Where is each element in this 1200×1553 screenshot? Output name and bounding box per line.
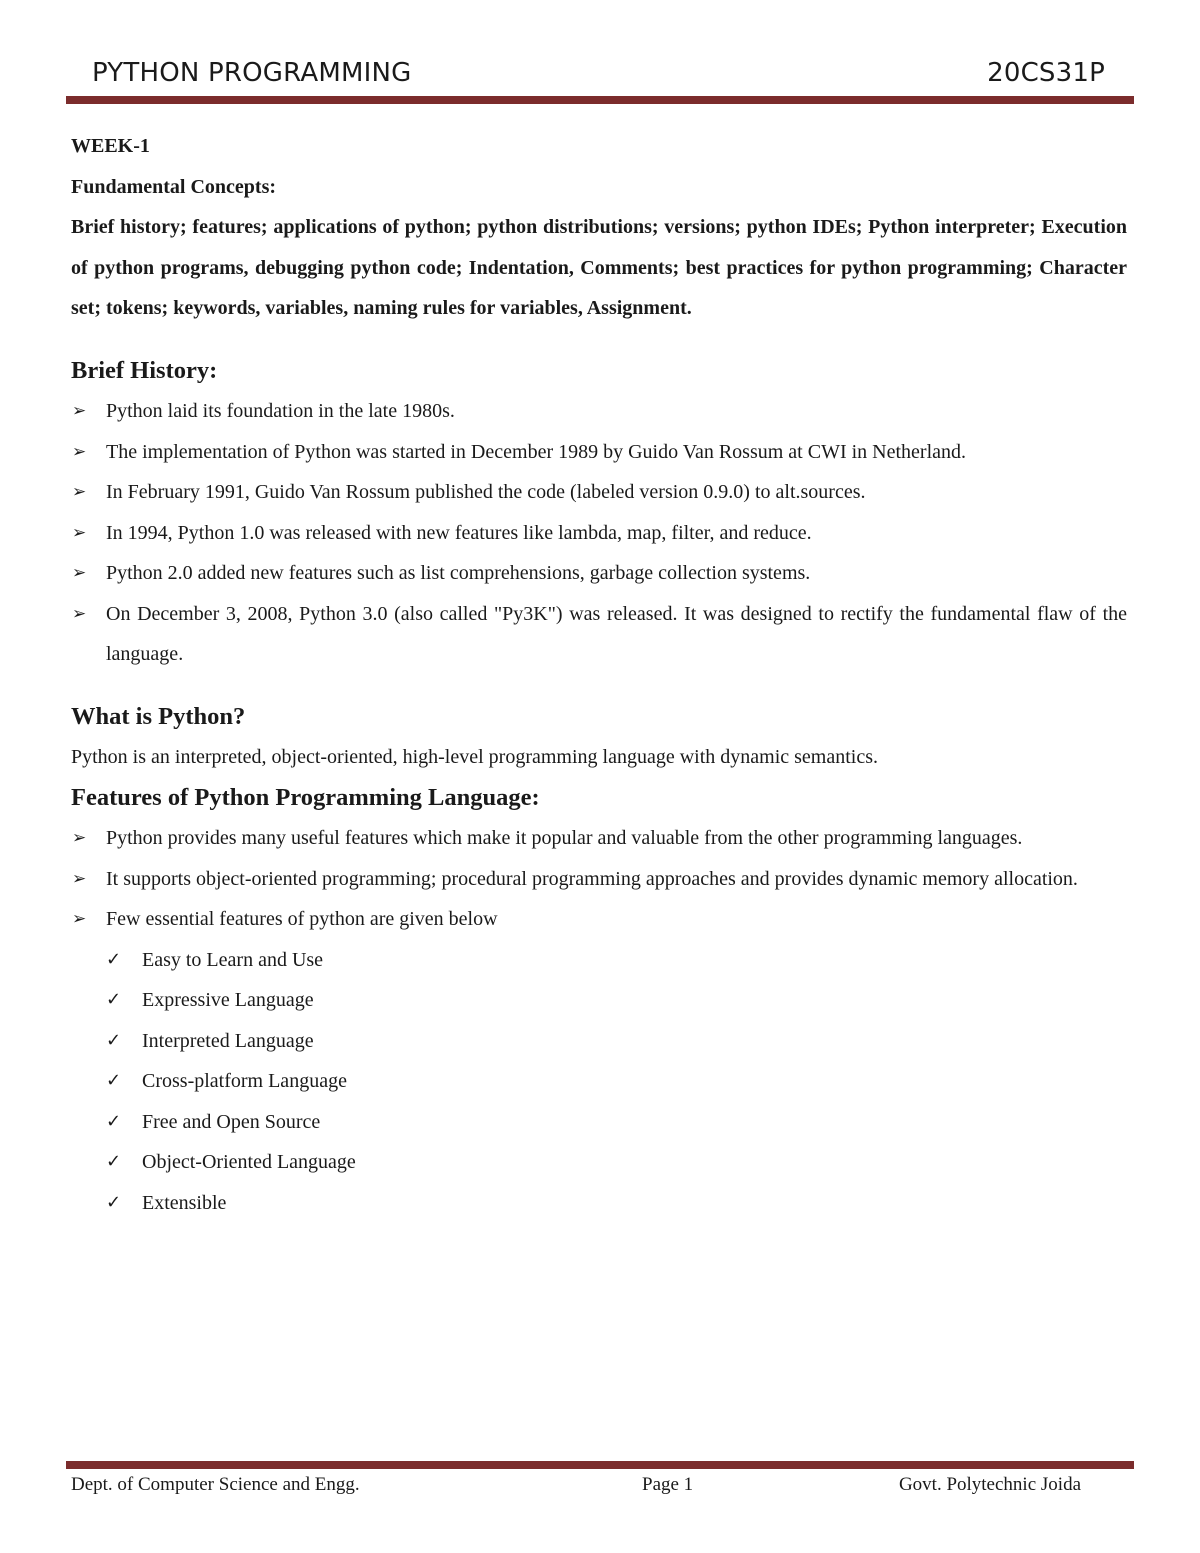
checklist-item xyxy=(106,980,1127,1021)
list-item-text: Python 2.0 added new features such as list comprehensions, garbage collection systems. xyxy=(106,562,811,584)
checklist-item xyxy=(106,1102,1127,1143)
checkmark-icon: ✓ xyxy=(106,1070,122,1091)
list-item xyxy=(71,859,1127,900)
list-item-text: Python provides many useful features which make it popular and valuable from the other programming languages. xyxy=(106,827,1023,849)
checklist-item-text: Extensible xyxy=(142,1191,227,1214)
checklist-item-text: Cross-platform Language xyxy=(142,1070,347,1092)
checkmark-icon: ✓ xyxy=(106,989,122,1010)
list-item-text: In 1994, Python 1.0 was released with new features like lambda, map, filter, and reduce. xyxy=(106,521,812,544)
checklist-item-text: Object-Oriented Language xyxy=(142,1151,356,1173)
footer-rule xyxy=(66,1461,1134,1469)
checkmark-icon: ✓ xyxy=(106,1110,122,1132)
header-course-code: 20CS31P xyxy=(987,58,1105,88)
checklist-item xyxy=(106,1021,1127,1062)
arrow-bullet-icon: ➢ xyxy=(72,482,87,502)
checkmark-icon: ✓ xyxy=(106,1029,122,1051)
list-item xyxy=(71,513,1127,554)
concepts-label: Fundamental Concepts: xyxy=(71,175,277,198)
spacer xyxy=(71,329,1127,351)
list-item xyxy=(71,818,1127,859)
checklist-item xyxy=(106,940,1127,981)
arrow-bullet-icon: ➢ xyxy=(72,401,87,421)
list-item xyxy=(71,594,1127,675)
list-item xyxy=(71,553,1127,594)
what-is-python-text: Python is an interpreted, object-oriented, high-level programming language with dynamic semantics. xyxy=(71,746,879,768)
features-checklist xyxy=(71,940,1127,1224)
list-item xyxy=(71,899,1127,940)
checklist-item-text: Free and Open Source xyxy=(142,1110,321,1133)
list-item-text: It supports object-oriented programming; procedural programming approaches and provides dynamic memory allocation. xyxy=(106,867,1078,890)
list-item xyxy=(71,432,1127,473)
week-label: WEEK-1 xyxy=(71,135,150,157)
page-content xyxy=(71,126,1127,1223)
section-heading-what-is-python: What is Python? xyxy=(71,702,246,730)
section-heading-features: Features of Python Programming Language: xyxy=(71,783,540,811)
checklist-item-text: Easy to Learn and Use xyxy=(142,948,324,971)
spacer xyxy=(71,675,1127,697)
arrow-bullet-icon: ➢ xyxy=(72,522,87,543)
checklist-item xyxy=(106,1183,1127,1224)
section-heading-brief-history: Brief History: xyxy=(71,356,218,384)
list-item-text: The implementation of Python was started in December 1989 by Guido Van Rossum at CWI in Netherland. xyxy=(106,440,967,463)
checklist-item-text: Expressive Language xyxy=(142,989,314,1011)
brief-history-list xyxy=(71,391,1127,675)
page-footer xyxy=(71,1474,1081,1500)
list-item-text: On December 3, 2008, Python 3.0 (also called "Py3K") was released. It was designed to rectify the fundamental flaw of the language. xyxy=(106,602,1127,665)
list-item-text: Python laid its foundation in the late 1980s. xyxy=(106,400,455,422)
features-list xyxy=(71,818,1127,940)
arrow-bullet-icon: ➢ xyxy=(72,441,87,462)
topics-paragraph: Brief history; features; applications of python; python distributions; versions; python IDEs; Python interpreter; Execution of python programs, debugging python code; Indentation, Comments; best practices for python programming; Character set; tokens; keywords, variables, naming rules for variables, Assignment. xyxy=(71,216,1127,319)
arrow-bullet-icon: ➢ xyxy=(72,563,87,583)
footer-department: Dept. of Computer Science and Engg. xyxy=(71,1474,360,1495)
list-item xyxy=(71,472,1127,513)
list-item-text: Few essential features of python are given below xyxy=(106,908,498,930)
arrow-bullet-icon: ➢ xyxy=(72,828,87,848)
footer-page-number: Page 1 xyxy=(642,1474,694,1495)
checklist-item xyxy=(106,1061,1127,1102)
checkmark-icon: ✓ xyxy=(106,1151,122,1172)
header-title: PYTHON PROGRAMMING xyxy=(92,58,412,88)
arrow-bullet-icon: ➢ xyxy=(72,868,87,889)
arrow-bullet-icon: ➢ xyxy=(72,909,87,929)
header-rule xyxy=(66,96,1134,104)
checkmark-icon: ✓ xyxy=(106,948,122,970)
footer-institution: Govt. Polytechnic Joida xyxy=(898,1474,1081,1495)
page-header xyxy=(92,54,1105,94)
checklist-item-text: Interpreted Language xyxy=(142,1029,314,1052)
checkmark-icon: ✓ xyxy=(106,1191,122,1213)
checklist-item xyxy=(106,1142,1127,1183)
arrow-bullet-icon: ➢ xyxy=(72,603,87,624)
list-item xyxy=(71,391,1127,432)
list-item-text: In February 1991, Guido Van Rossum published the code (labeled version 0.9.0) to alt.sources. xyxy=(106,481,866,503)
